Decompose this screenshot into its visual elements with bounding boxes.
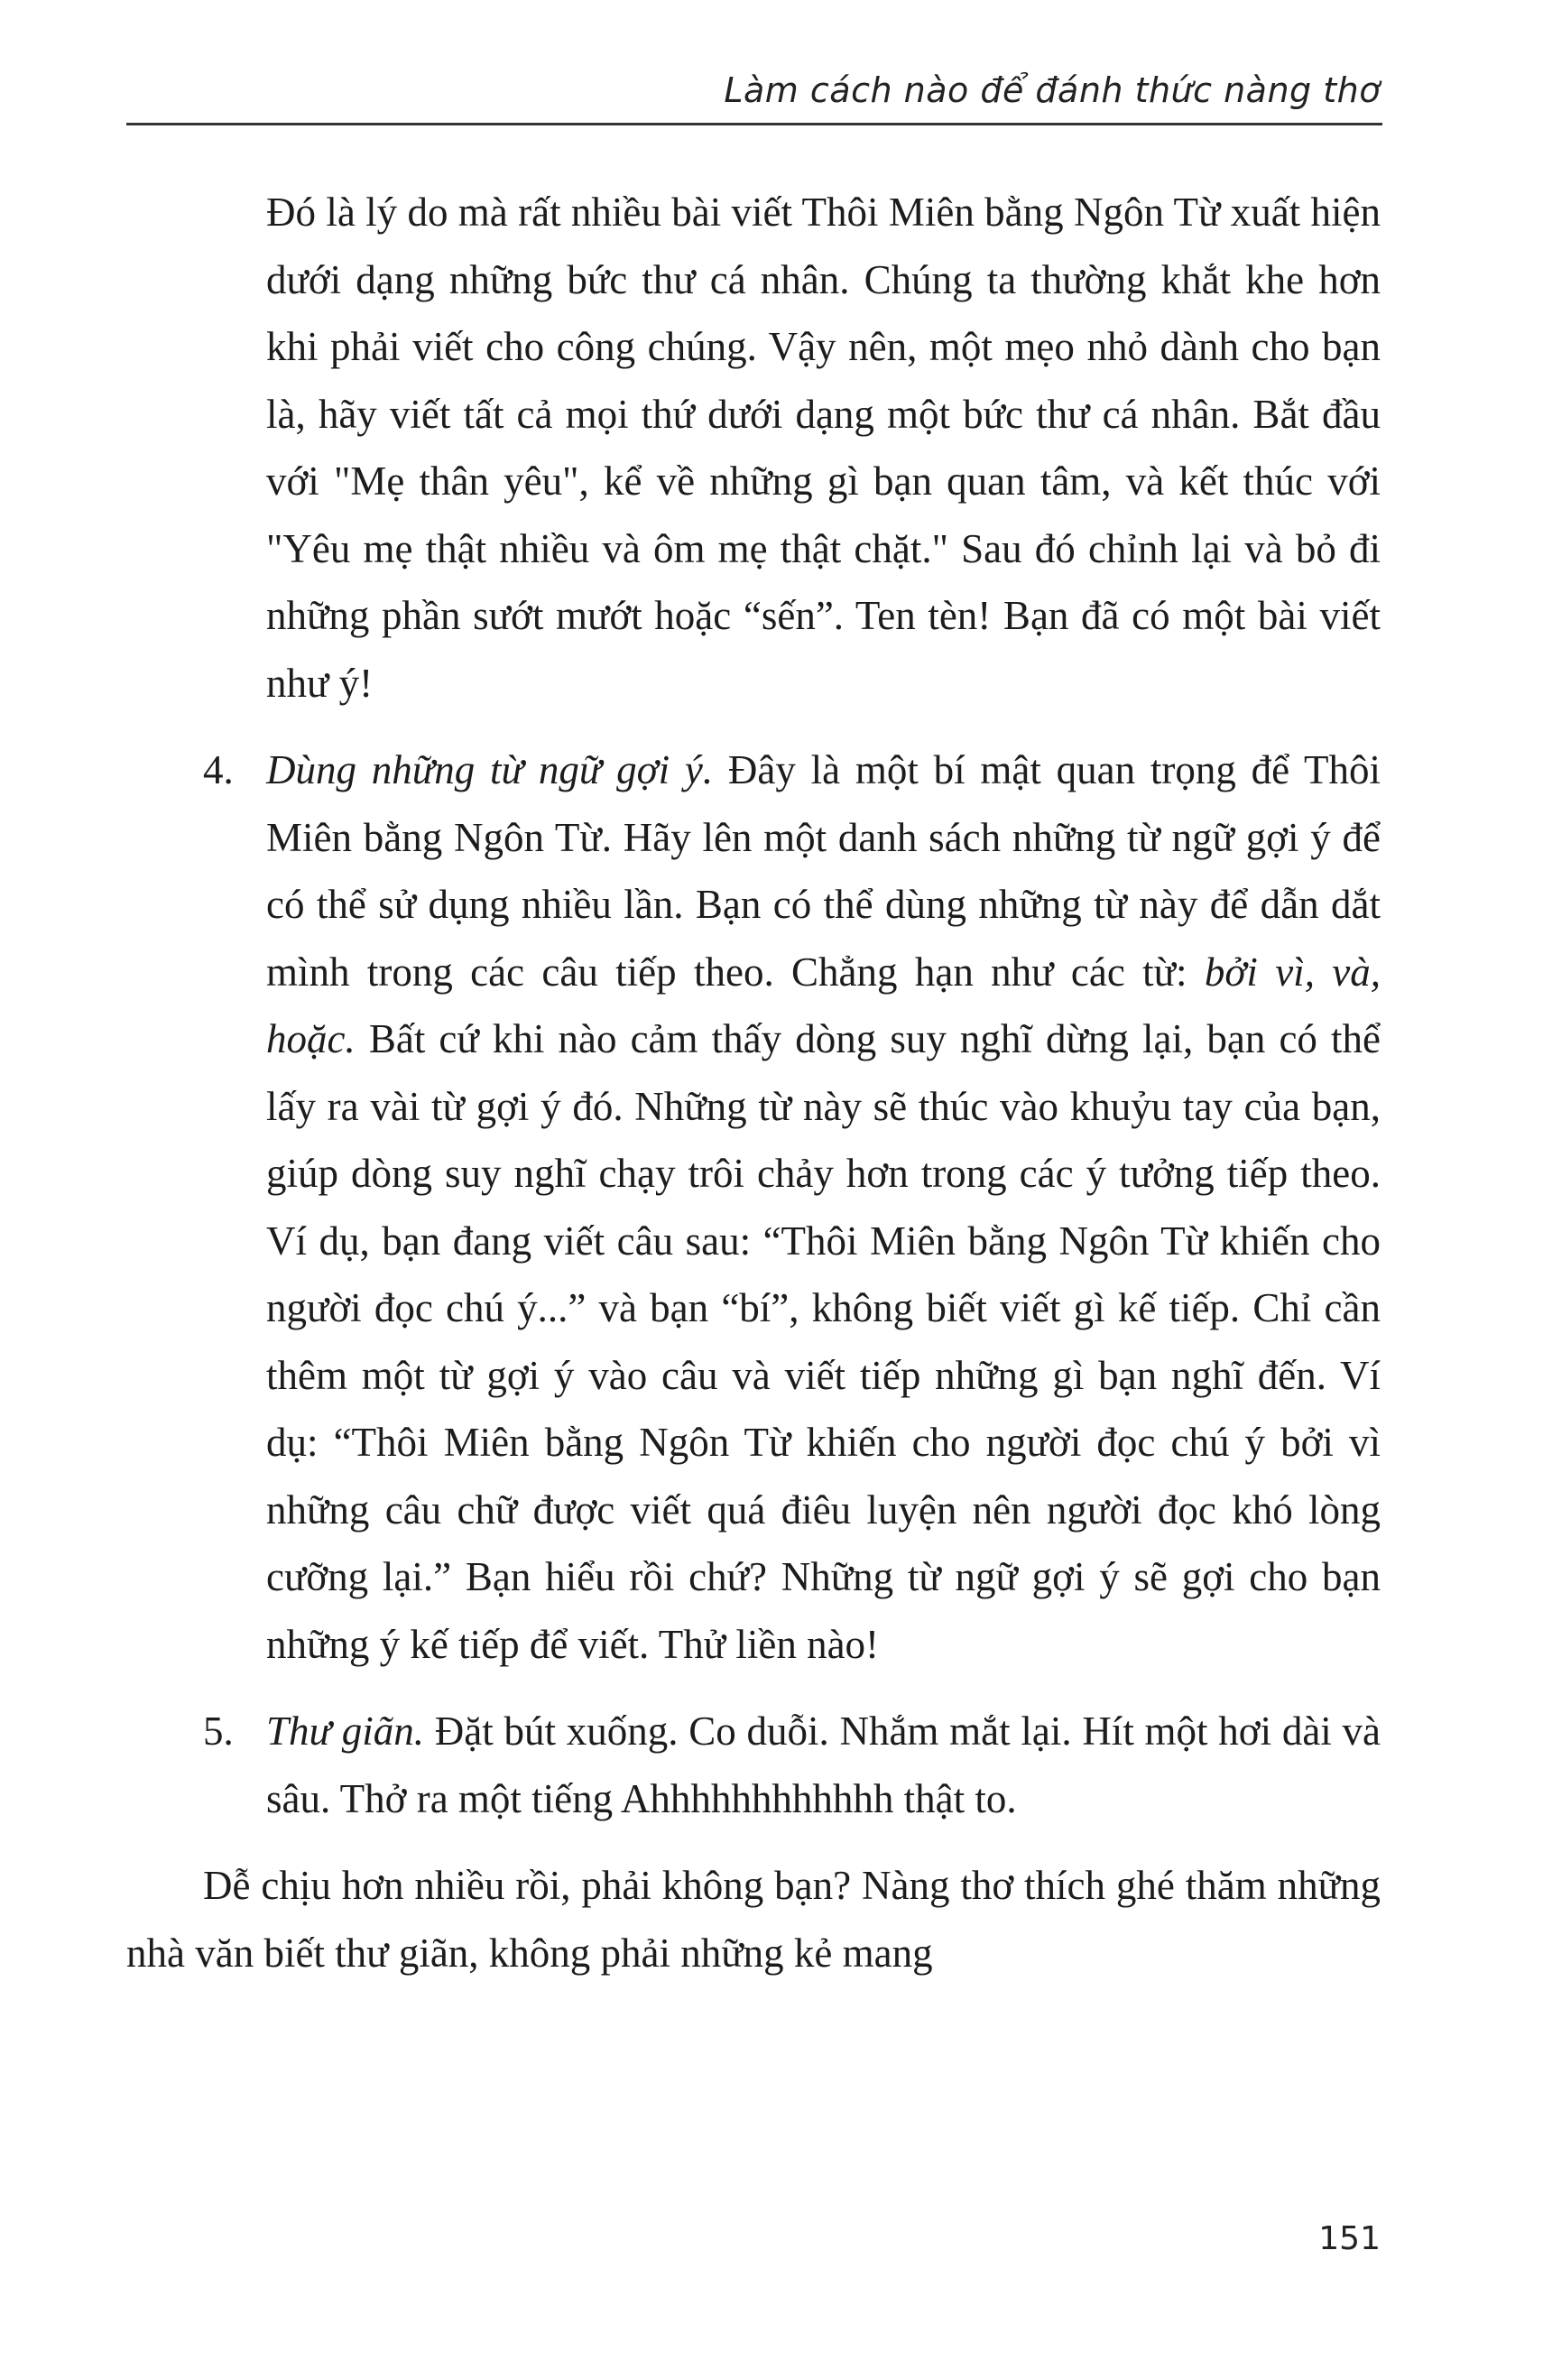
- continued-paragraph-block: [126, 179, 1381, 717]
- list-item-body-a: Đây là một bí mật quan trọng để Thôi Miên bằng Ngôn Từ. Hãy lên một danh sách những từ ngữ gợi ý để có thể sử dụng nhiều lần. Bạn có thể dùng những từ này để dẫn dắt mình trong các câu tiếp theo. Chẳng hạn như các từ:: [266, 747, 1381, 995]
- closing-paragraph-text: Dễ chịu hơn nhiều rồi, phải không bạn? Nàng thơ thích ghé thăm những nhà văn biết thư giãn, không phải những kẻ mang: [126, 1863, 1381, 1976]
- page-number: 151: [1318, 2220, 1381, 2257]
- page-body: [126, 179, 1381, 1986]
- list-item-examples: bởi vì, và, hoặc.: [266, 949, 1381, 1061]
- running-header: Làm cách nào để đánh thức nàng thơ: [724, 70, 1381, 110]
- list-item-body-b: Bất cứ khi nào cảm thấy dòng suy nghĩ dừng lại, bạn có thể lấy ra vài từ gợi ý đó. Những từ này sẽ thúc vào khuỷu tay của bạn, giúp dòng suy nghĩ chạy trôi chảy hơn trong các ý tưởng tiếp theo. Ví dụ, bạn đang viết câu sau: “Thôi Miên bằng Ngôn Từ khiến cho người đọc chú ý...” và bạn “bí”, không biết viết gì kế tiếp. Chỉ cần thêm một từ gợi ý vào câu và viết tiếp những gì bạn nghĩ đến. Ví dụ: “Thôi Miên bằng Ngôn Từ khiến cho người đọc chú ý bởi vì những câu chữ được viết quá điêu luyện nên người đọc khó lòng cưỡng lại.” Bạn hiểu rồi chứ? Những từ ngữ gợi ý sẽ gợi cho bạn những ý kế tiếp để viết. Thử liền nào!: [266, 1016, 1381, 1667]
- list-item-body: Đặt bút xuống. Co duỗi. Nhắm mắt lại. Hít một hơi dài và sâu. Thở ra một tiếng Ahhhhhhhhhhhh thật to.: [266, 1709, 1381, 1821]
- list-item-text: [266, 736, 1381, 1678]
- header-rule: [126, 123, 1382, 125]
- list-item-number: 4.: [203, 747, 234, 792]
- list-item-number: 5.: [203, 1709, 234, 1754]
- continued-paragraph: Đó là lý do mà rất nhiều bài viết Thôi Miên bằng Ngôn Từ xuất hiện dưới dạng những bức thư cá nhân. Chúng ta thường khắt khe hơn khi phải viết cho công chúng. Vậy nên, một mẹo nhỏ dành cho bạn là, hãy viết tất cả mọi thứ dưới dạng một bức thư cá nhân. Bắt đầu với "Mẹ thân yêu", kể về những gì bạn quan tâm, và kết thúc với "Yêu mẹ thật nhiều và ôm mẹ thật chặt." Sau đó chỉnh lại và bỏ đi những phần sướt mướt hoặc “sến”. Ten tèn! Bạn đã có một bài viết như ý!: [266, 190, 1381, 706]
- list-item-4: [126, 736, 1381, 1678]
- list-item-title: Thư giãn.: [266, 1709, 425, 1754]
- closing-paragraph: [126, 1852, 1381, 1986]
- list-item-text: [266, 1698, 1381, 1832]
- list-item-title: Dùng những từ ngữ gợi ý.: [266, 747, 714, 792]
- list-item-5: [126, 1698, 1381, 1832]
